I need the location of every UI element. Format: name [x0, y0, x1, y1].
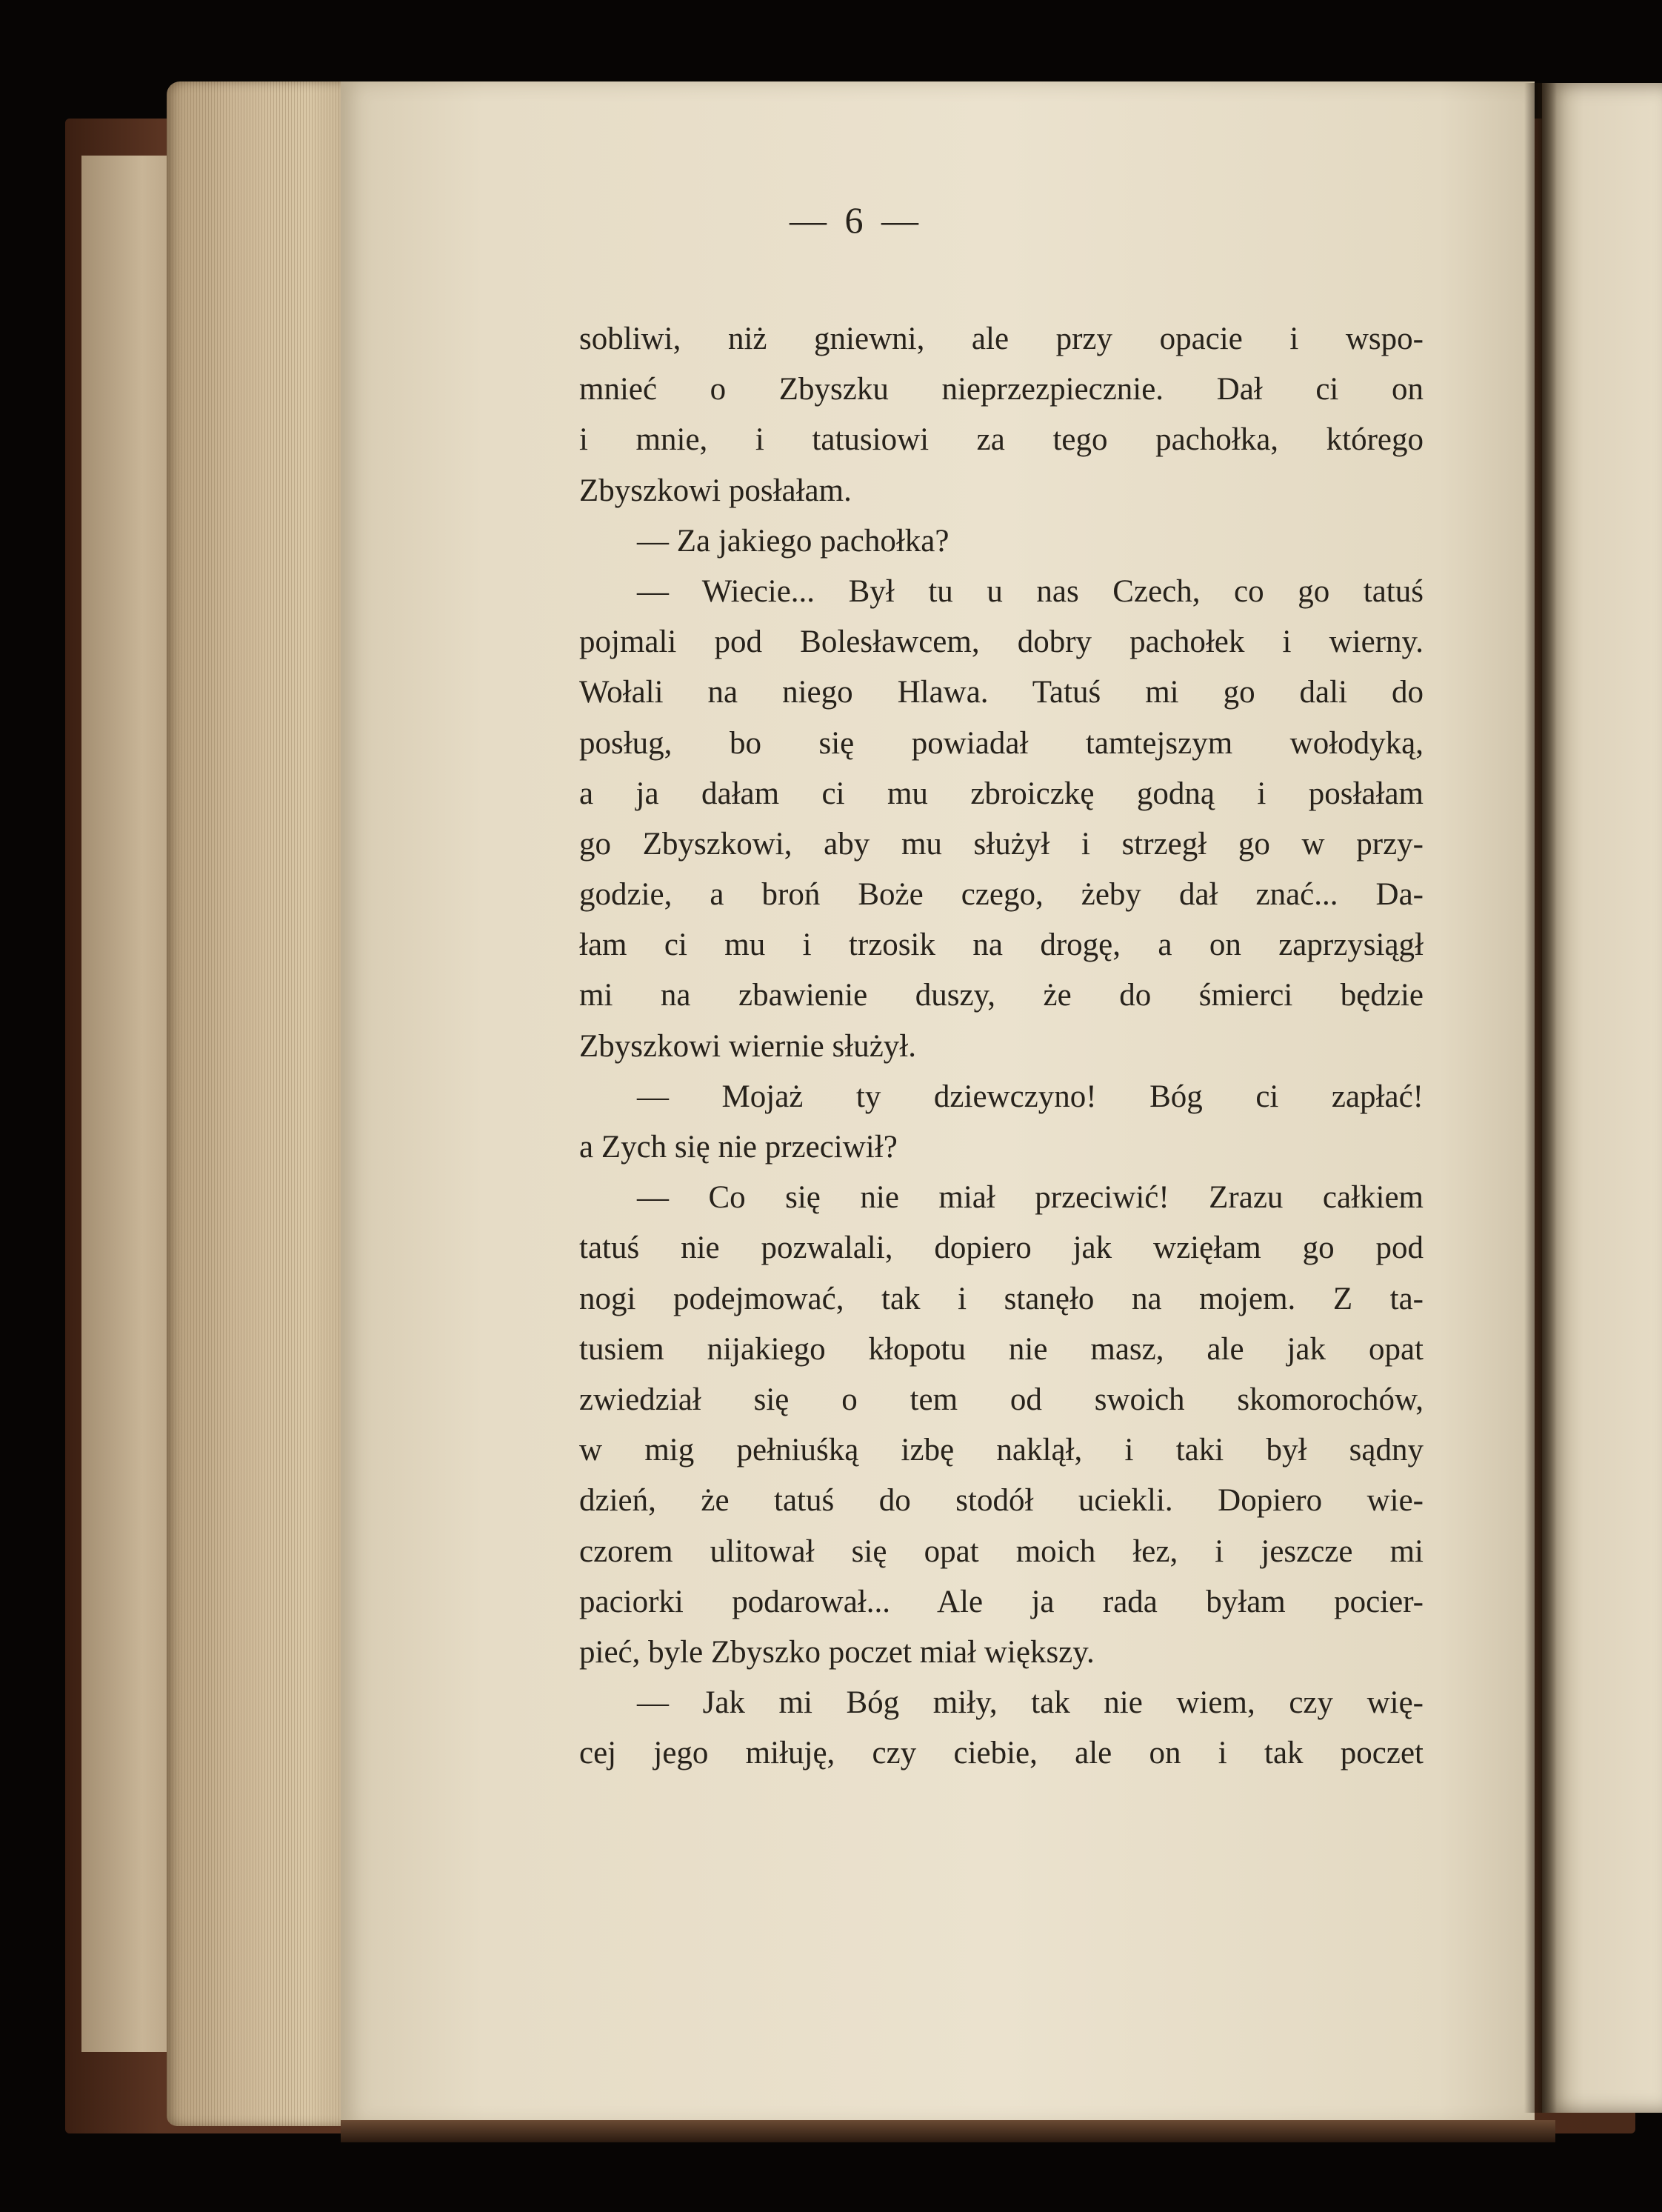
text-line: — Wiecie... Był tu u nas Czech, co go tatuś — [637, 573, 1424, 609]
text-line: czorem ulitował się opat moich łez, i jeszcze mi — [579, 1533, 1424, 1569]
text-line: mnieć o Zbyszku nieprzezpiecznie. Dał ci on — [579, 372, 1424, 407]
text-line: tatuś nie pozwalali, dopiero jak wzięłam go pod — [579, 1230, 1424, 1266]
text-line: w mig pełniuśką izbę naklął, i taki był sądny — [579, 1433, 1424, 1468]
text-line: a ja dałam ci mu zbroiczkę godną i posłałam — [579, 776, 1424, 811]
text-line: Zbyszkowi wiernie służył. — [579, 1028, 916, 1064]
text-line: dzień, że tatuś do stodół uciekli. Dopiero wie- — [579, 1483, 1424, 1519]
text-line: godzie, a broń Boże czego, żeby dał znać... Da- — [579, 877, 1424, 913]
text-line: a Zych się nie przeciwił? — [579, 1130, 898, 1165]
text-line: — Za jakiego pachołka? — [637, 523, 950, 559]
facing-page — [1542, 83, 1662, 2113]
text-line: — Co się nie miał przeciwić! Zrazu całkiem — [637, 1180, 1424, 1216]
text-line: cej jego miłuję, czy ciebie, ale on i tak poczet — [579, 1736, 1424, 1771]
text-line: — Mojaż ty dziewczyno! Bóg ci zapłać! — [637, 1079, 1424, 1114]
bottom-binding — [341, 2120, 1555, 2142]
text-line: tusiem nijakiego kłopotu nie masz, ale jak opat — [579, 1331, 1424, 1367]
page-gutter-shadow — [1524, 83, 1557, 2113]
text-line: pojmali pod Bolesławcem, dobry pachołek i wierny. — [579, 624, 1424, 660]
text-line: łam ci mu i trzosik na drogę, a on zaprzysiągł — [579, 927, 1424, 963]
text-line: posług, bo się powiadał tamtejszym wołodyką, — [579, 725, 1424, 761]
text-line: paciorki podarował... Ale ja rada byłam pocier- — [579, 1584, 1424, 1619]
text-block — [579, 314, 1424, 1779]
page-fore-edge — [167, 81, 344, 2126]
text-line: pieć, byle Zbyszko poczet miał większy. — [579, 1634, 1095, 1670]
text-line: sobliwi, niż gniewni, ale przy opacie i wspo- — [579, 322, 1424, 356]
text-line: zwiedział się o tem od swoich skomorochów, — [579, 1382, 1424, 1417]
text-line: nogi podejmować, tak i stanęło na mojem. Z ta- — [579, 1281, 1424, 1316]
text-line: — Jak mi Bóg miły, tak nie wiem, czy wię- — [637, 1685, 1424, 1721]
text-line: i mnie, i tatusiowi za tego pachołka, którego — [579, 422, 1424, 458]
page-number: — 6 — — [790, 199, 923, 241]
text-line: Wołali na niego Hlawa. Tatuś mi go dali do — [579, 675, 1424, 710]
text-line: mi na zbawienie duszy, że do śmierci będzie — [579, 978, 1424, 1013]
text-line: go Zbyszkowi, aby mu służył i strzegł go w przy- — [579, 826, 1424, 862]
text-line: Zbyszkowi posłałam. — [579, 473, 852, 508]
